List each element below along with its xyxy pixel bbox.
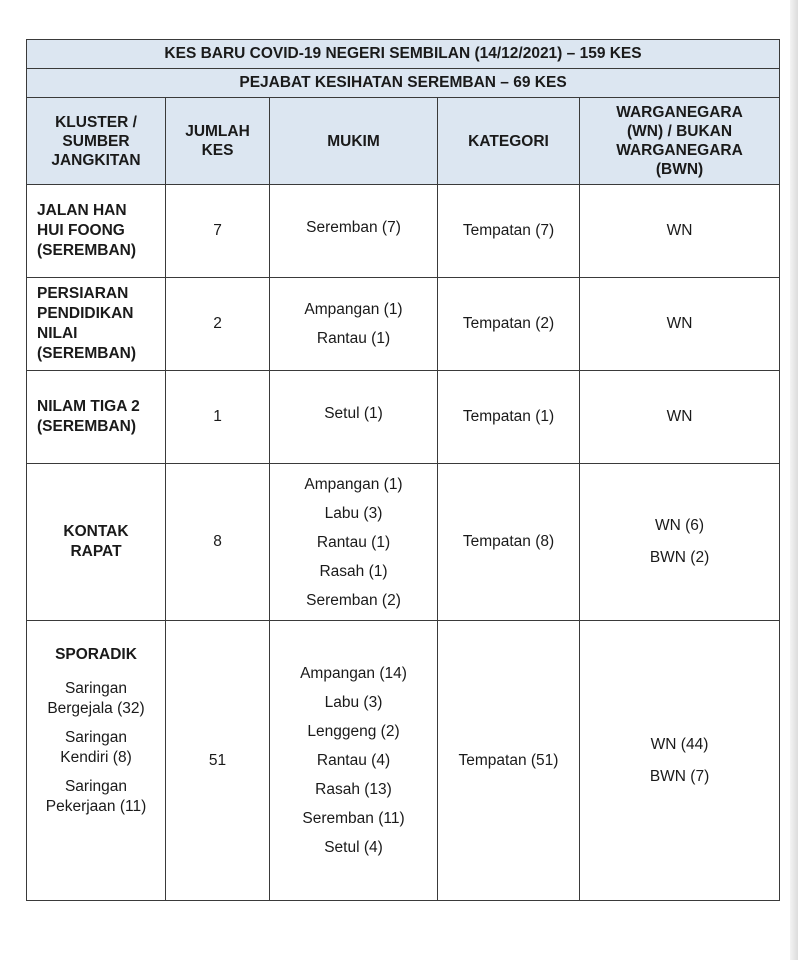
wn-cell: WN xyxy=(580,278,780,371)
cluster-line: (SEREMBAN) xyxy=(37,242,137,259)
mukim-line: Setul (4) xyxy=(324,839,383,856)
cluster-sub xyxy=(31,679,161,719)
mukim-line: Rantau (1) xyxy=(316,330,391,347)
header-jumlah-line: JUMLAH xyxy=(185,123,250,140)
cluster-cell xyxy=(27,621,166,901)
header-wn-line: WARGANEGARA xyxy=(616,104,743,121)
mukim-cell xyxy=(270,464,438,621)
header-cluster-line: SUMBER xyxy=(62,132,130,150)
mukim-line: Seremban (7) xyxy=(306,218,401,236)
kategori-cell: Tempatan (8) xyxy=(438,464,580,621)
header-mukim: MUKIM xyxy=(270,98,438,185)
wn-cell xyxy=(580,621,780,901)
wn-cell xyxy=(580,464,780,621)
cluster-cell xyxy=(27,278,166,371)
header-wn-line: WARGANEGARA xyxy=(616,142,743,159)
header-wn-line: (BWN) xyxy=(655,161,704,178)
wn-line: BWN (7) xyxy=(649,767,710,785)
covid-cases-table xyxy=(26,39,780,901)
cluster-cell xyxy=(27,371,166,464)
mukim-line: Seremban (2) xyxy=(306,591,401,609)
mukim-line: Labu (3) xyxy=(324,694,383,711)
header-cluster-line: JANGKITAN xyxy=(51,151,141,169)
cluster-title: SPORADIK xyxy=(55,646,137,663)
cluster-sub xyxy=(31,728,161,768)
cluster-cell xyxy=(27,185,166,278)
wn-cell: WN xyxy=(580,371,780,464)
subtitle-row xyxy=(27,69,780,98)
cluster-line: NILAM TIGA 2 xyxy=(37,398,140,415)
wn-line: BWN (2) xyxy=(649,549,710,566)
table-row xyxy=(27,621,780,901)
table-row xyxy=(27,185,780,278)
mukim-line: Ampangan (14) xyxy=(300,665,407,682)
wn-cell: WN xyxy=(580,185,780,278)
wn-line: WN (6) xyxy=(654,517,705,534)
kategori-cell: Tempatan (51) xyxy=(438,621,580,901)
cluster-line: (SEREMBAN) xyxy=(37,418,137,435)
jumlah-cell: 2 xyxy=(166,278,270,371)
header-wn xyxy=(580,98,780,185)
table-row xyxy=(27,371,780,464)
kategori-cell: Tempatan (1) xyxy=(438,371,580,464)
title-row xyxy=(27,40,780,69)
table-title: KES BARU COVID-19 NEGERI SEMBILAN (14/12/2021) – 159 KES xyxy=(27,40,780,69)
jumlah-cell: 8 xyxy=(166,464,270,621)
table-row xyxy=(27,278,780,371)
mukim-line: Rantau (4) xyxy=(316,752,391,769)
mukim-cell xyxy=(270,621,438,901)
cluster-line: NILAI xyxy=(37,325,78,342)
mukim-line: Ampangan (1) xyxy=(304,301,403,318)
cluster-line: KONTAK xyxy=(63,523,129,540)
header-jumlah xyxy=(166,98,270,185)
cluster-cell xyxy=(27,464,166,621)
wn-line: WN (44) xyxy=(650,735,709,753)
mukim-line: Seremban (11) xyxy=(302,810,405,827)
cluster-sub xyxy=(31,777,161,817)
header-row xyxy=(27,98,780,185)
table-subtitle: PEJABAT KESIHATAN SEREMBAN – 69 KES xyxy=(27,69,780,98)
cluster-line: PENDIDIKAN xyxy=(37,305,134,322)
cluster-sub-line: Kendiri (8) xyxy=(60,749,132,766)
header-cluster-line: KLUSTER / xyxy=(55,113,137,131)
mukim-cell xyxy=(270,371,438,464)
header-cluster xyxy=(27,98,166,185)
jumlah-cell: 51 xyxy=(166,621,270,901)
mukim-line: Rasah (13) xyxy=(315,781,392,798)
mukim-line: Rantau (1) xyxy=(316,533,391,551)
kategori-cell: Tempatan (2) xyxy=(438,278,580,371)
mukim-line: Labu (3) xyxy=(324,504,383,522)
mukim-line: Setul (1) xyxy=(324,404,383,422)
cluster-line: JALAN HAN xyxy=(37,202,127,219)
kategori-cell: Tempatan (7) xyxy=(438,185,580,278)
jumlah-cell: 7 xyxy=(166,185,270,278)
header-kategori: KATEGORI xyxy=(438,98,580,185)
cluster-sub-line: Pekerjaan (11) xyxy=(45,798,147,815)
mukim-line: Rasah (1) xyxy=(319,562,388,580)
jumlah-cell: 1 xyxy=(166,371,270,464)
table-row xyxy=(27,464,780,621)
cluster-line: PERSIARAN xyxy=(37,285,129,302)
cluster-line: HUI FOONG xyxy=(37,222,125,239)
mukim-line: Ampangan (1) xyxy=(304,475,403,493)
cluster-sub-line: Bergejala (32) xyxy=(47,700,145,717)
mukim-line: Lenggeng (2) xyxy=(307,723,400,740)
page-edge-shadow xyxy=(790,0,798,960)
mukim-cell xyxy=(270,278,438,371)
cluster-sub-line: Saringan xyxy=(64,680,128,697)
mukim-cell xyxy=(270,185,438,278)
cluster-sub-line: Saringan xyxy=(64,729,128,746)
header-jumlah-line: KES xyxy=(201,142,234,159)
header-wn-line: (WN) / BUKAN xyxy=(627,123,733,140)
cluster-sub-line: Saringan xyxy=(64,778,128,795)
cluster-line: (SEREMBAN) xyxy=(37,345,137,362)
cluster-line: RAPAT xyxy=(70,543,122,560)
